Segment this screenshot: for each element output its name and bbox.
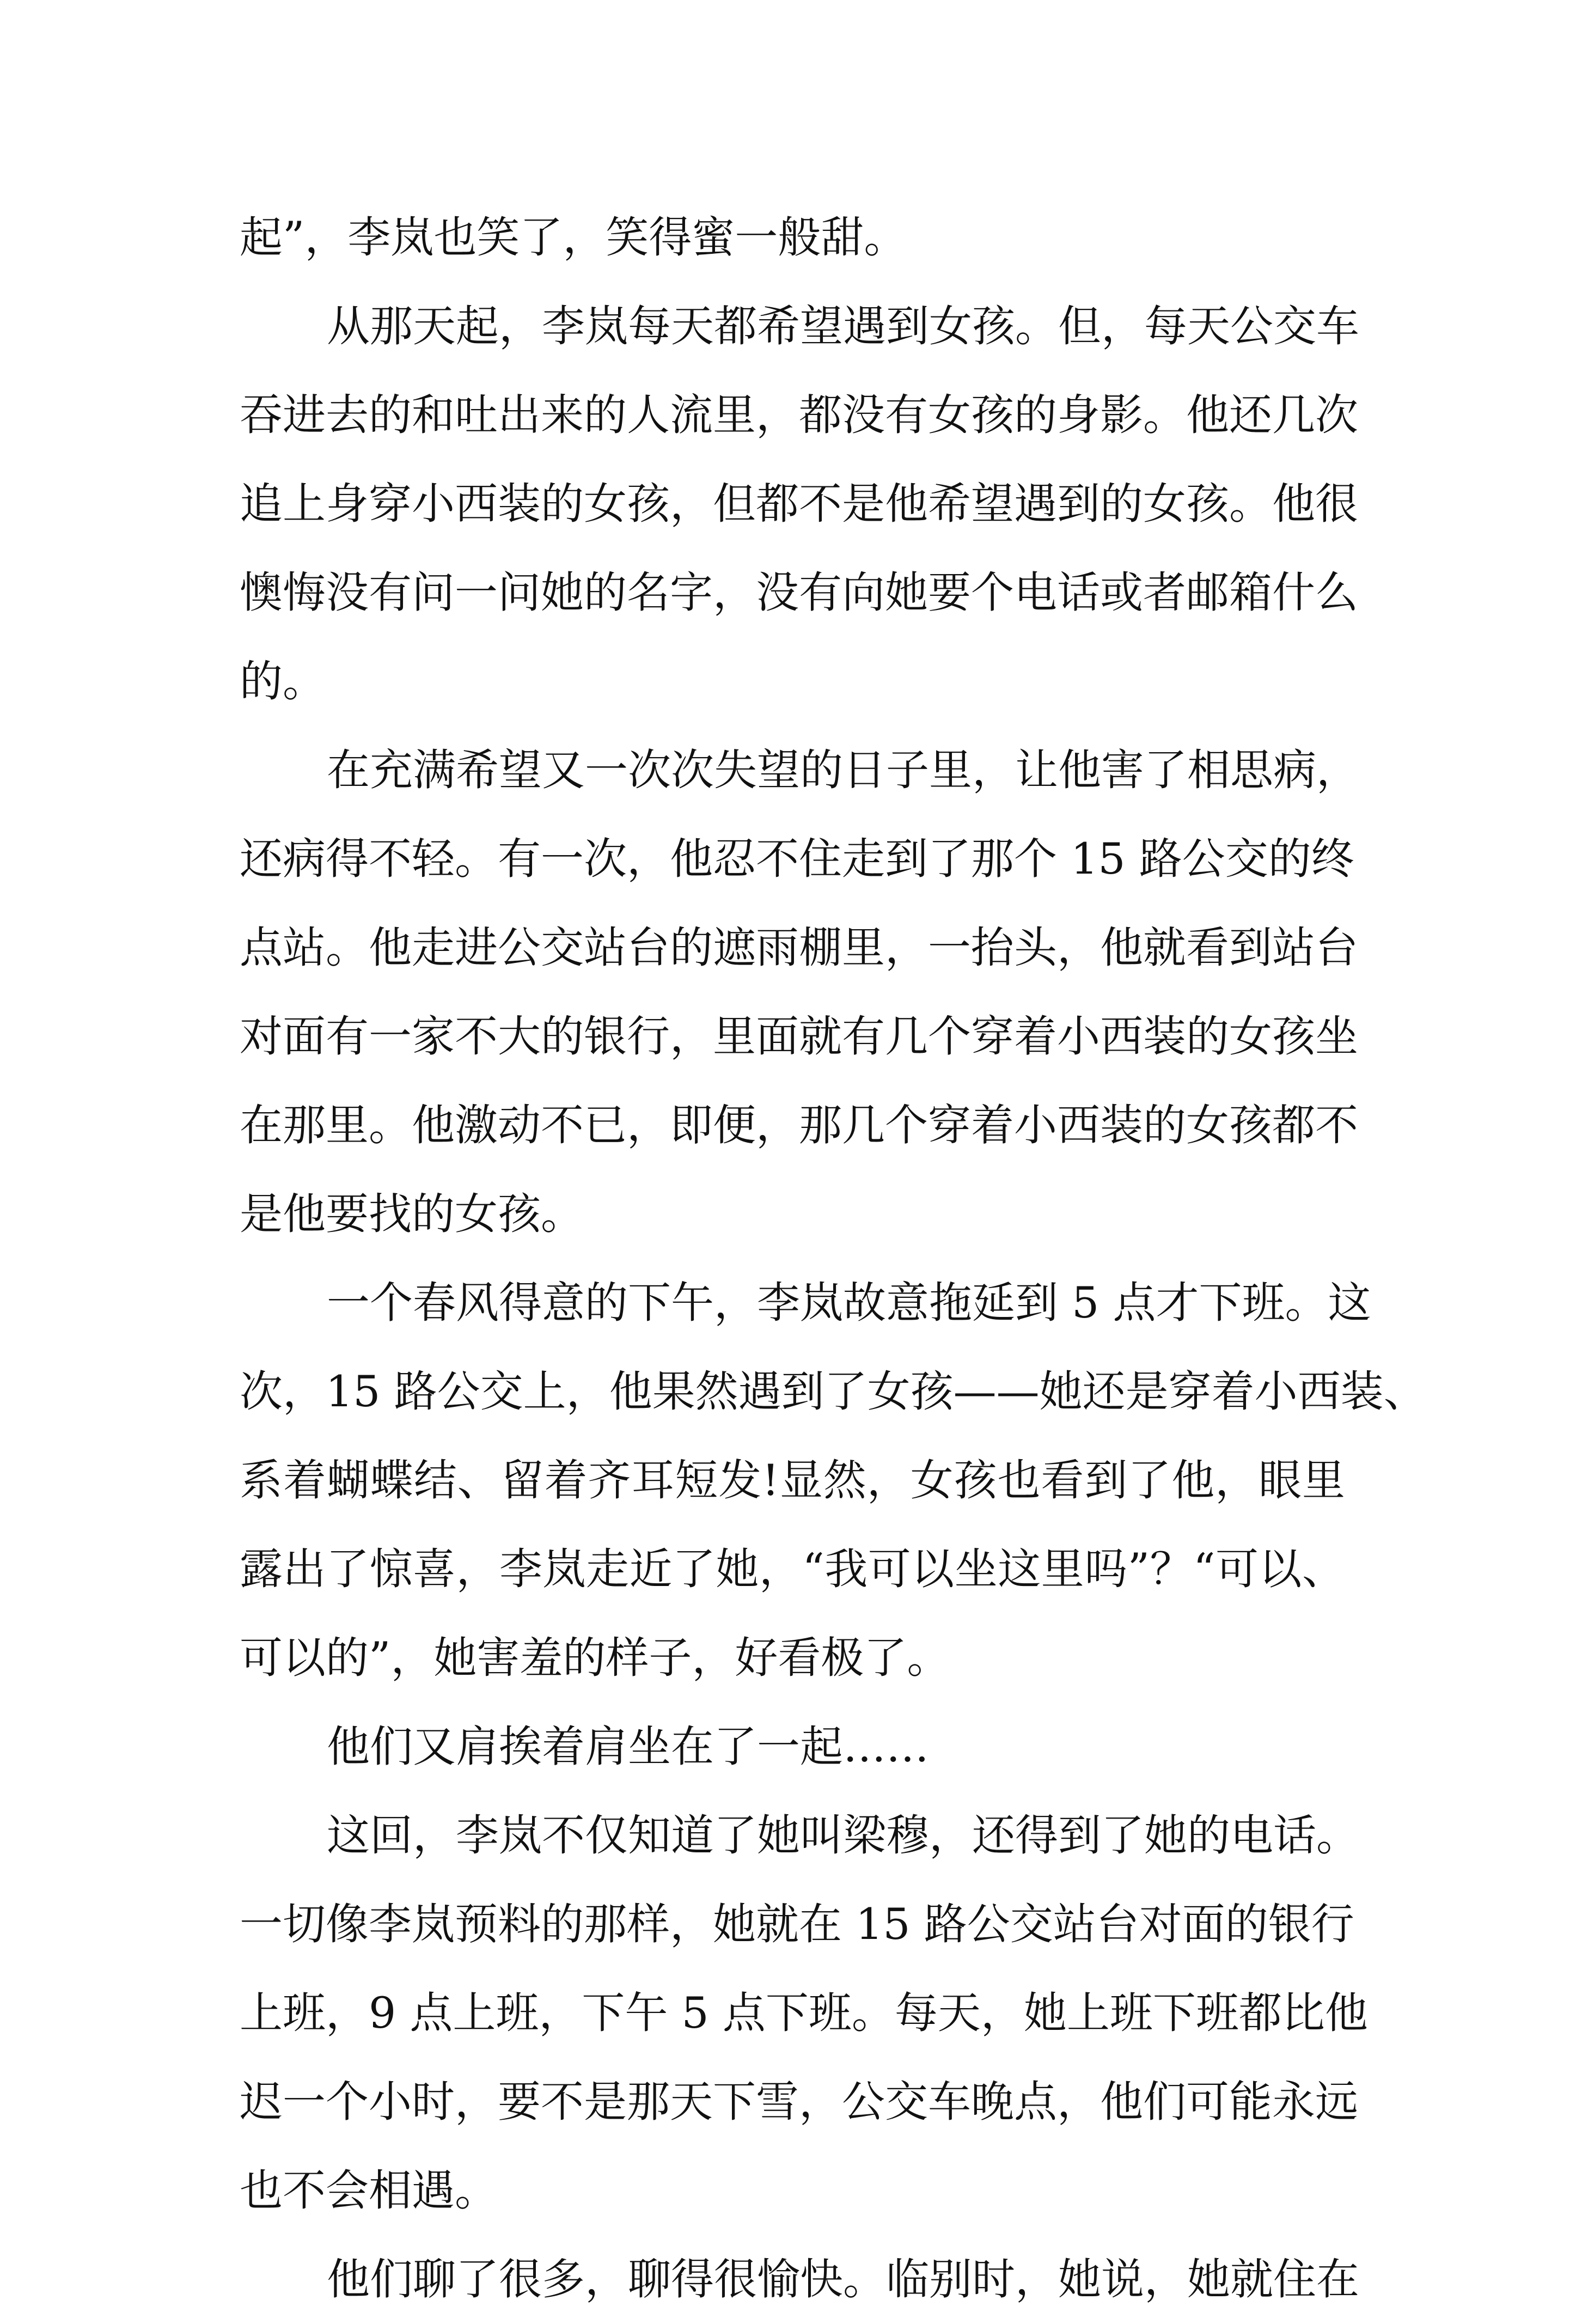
body-text: [240, 193, 1427, 2324]
text-line: 露出了惊喜，李岚走近了她，“我可以坐这里吗”？“可以、: [240, 1544, 1345, 1594]
text-line: 他们聊了很多，聊得很愉快。临别时，她说，她就住在: [327, 2254, 1359, 2304]
text-line: 追上身穿小西装的女孩，但都不是他希望遇到的女孩。他很: [240, 479, 1358, 529]
text-line: 的。: [240, 656, 326, 706]
text-line: 他们又肩挨着肩坐在了一起……: [327, 1722, 929, 1772]
text-line: 也不会相遇。: [240, 2166, 498, 2216]
text-line: 懊悔没有问一问她的名字，没有向她要个电话或者邮箱什么: [240, 568, 1358, 618]
text-line: 这回，李岚不仅知道了她叫梁穆，还得到了她的电话。: [327, 1810, 1359, 1861]
text-line: 次，15 路公交上，他果然遇到了女孩——她还是穿着小西装、: [240, 1367, 1427, 1417]
text-line: 起”，李岚也笑了，笑得蜜一般甜。: [240, 212, 907, 263]
text-line: 在充满希望又一次次失望的日子里，让他害了相思病，: [327, 745, 1359, 795]
text-line: 从那天起，李岚每天都希望遇到女孩。但，每天公交车: [327, 301, 1359, 351]
text-line: 一个春风得意的下午，李岚故意拖延到 5 点才下班。这: [327, 1278, 1371, 1328]
text-line: 一切像李岚预料的那样，她就在 15 路公交站台对面的银行: [240, 1899, 1354, 1949]
text-line: 还病得不轻。有一次，他忍不住走到了那个 15 路公交的终: [240, 834, 1354, 884]
text-line: 迟一个小时，要不是那天下雪，公交车晚点，他们可能永远: [240, 2077, 1358, 2127]
text-line: 是他要找的女孩。: [240, 1189, 584, 1239]
text-line: 系着蝴蝶结、留着齐耳短发!显然，女孩也看到了他，眼里: [240, 1455, 1345, 1505]
text-line: 在那里。他激动不已，即便，那几个穿着小西装的女孩都不: [240, 1100, 1358, 1150]
text-line: 点站。他走进公交站台的遮雨棚里，一抬头，他就看到站台: [240, 923, 1358, 973]
text-line: 可以的”，她害羞的样子，好看极了。: [240, 1633, 950, 1683]
text-line: 上班，9 点上班，下午 5 点下班。每天，她上班下班都比他: [240, 1988, 1368, 2038]
text-line: 吞进去的和吐出来的人流里，都没有女孩的身影。他还几次: [240, 390, 1358, 440]
text-line: 对面有一家不大的银行，里面就有几个穿着小西装的女孩坐: [240, 1011, 1358, 1062]
